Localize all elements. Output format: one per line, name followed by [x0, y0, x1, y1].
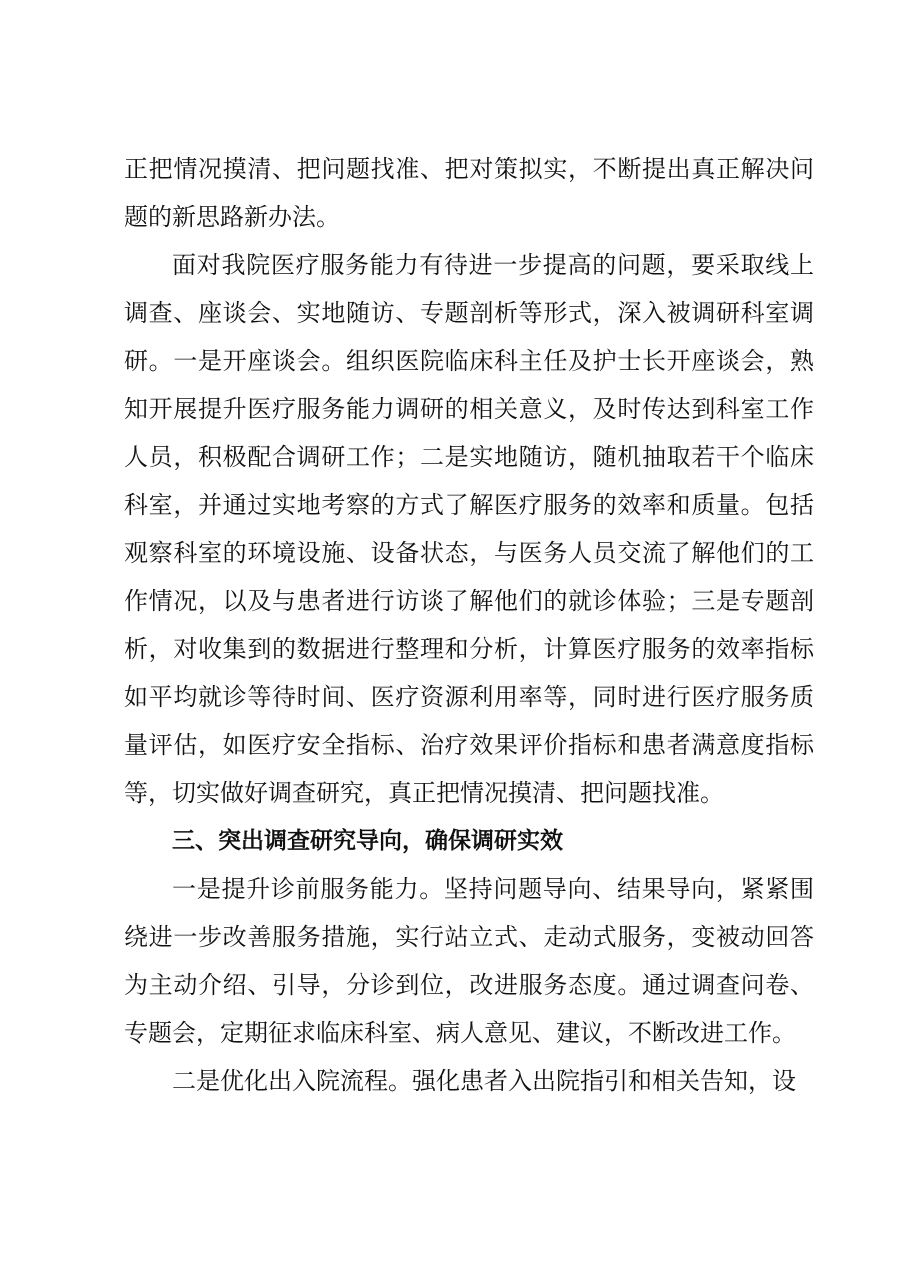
paragraph-admission-process: 二是优化出入院流程。强化患者入出院指引和相关告知，设: [172, 1067, 796, 1095]
document-body: [124, 145, 814, 1105]
paragraph-survey-methods: 面对我院医疗服务能力有待进一步提高的问题，要采取线上调查、座谈会、实地随访、专题剖析等形式，深入被调研科室调研。一是开座谈会。组织医院临床科主任及护士长开座谈会，熟知开展提升医疗服务能力调研的相关意义，及时传达到科室工作人员，积极配合调研工作；二是实地随访，随机抽取若干个临床科室，并通过实地考察的方式了解医疗服务的效率和质量。包括观察科室的环境设施、设备状态，与医务人员交流了解他们的工作情况，以及与患者进行访谈了解他们的就诊体验；三是专题剖析，对收集到的数据进行整理和分析，计算医疗服务的效率指标如平均就诊等待时间、医疗资源利用率等，同时进行医疗服务质量评估，如医疗安全指标、治疗效果评价指标和患者满意度指标等，切实做好调查研究，真正把情况摸清、把问题找准。: [124, 251, 814, 807]
paragraph-continuation: 正把情况摸清、把问题找准、把对策拟实，不断提出真正解决问题的新思路新办法。: [124, 155, 814, 231]
section-heading: 三、突出调查研究导向，确保调研实效: [172, 828, 563, 854]
paragraph-pre-diagnosis: 一是提升诊前服务能力。坚持问题导向、结果导向，紧紧围绕进一步改善服务措施，实行站立式、走动式服务，变被动回答为主动介绍、引导，分诊到位，改进服务态度。通过调查问卷、专题会，定期征求临床科室、病人意见、建议，不断改进工作。: [124, 875, 814, 1047]
